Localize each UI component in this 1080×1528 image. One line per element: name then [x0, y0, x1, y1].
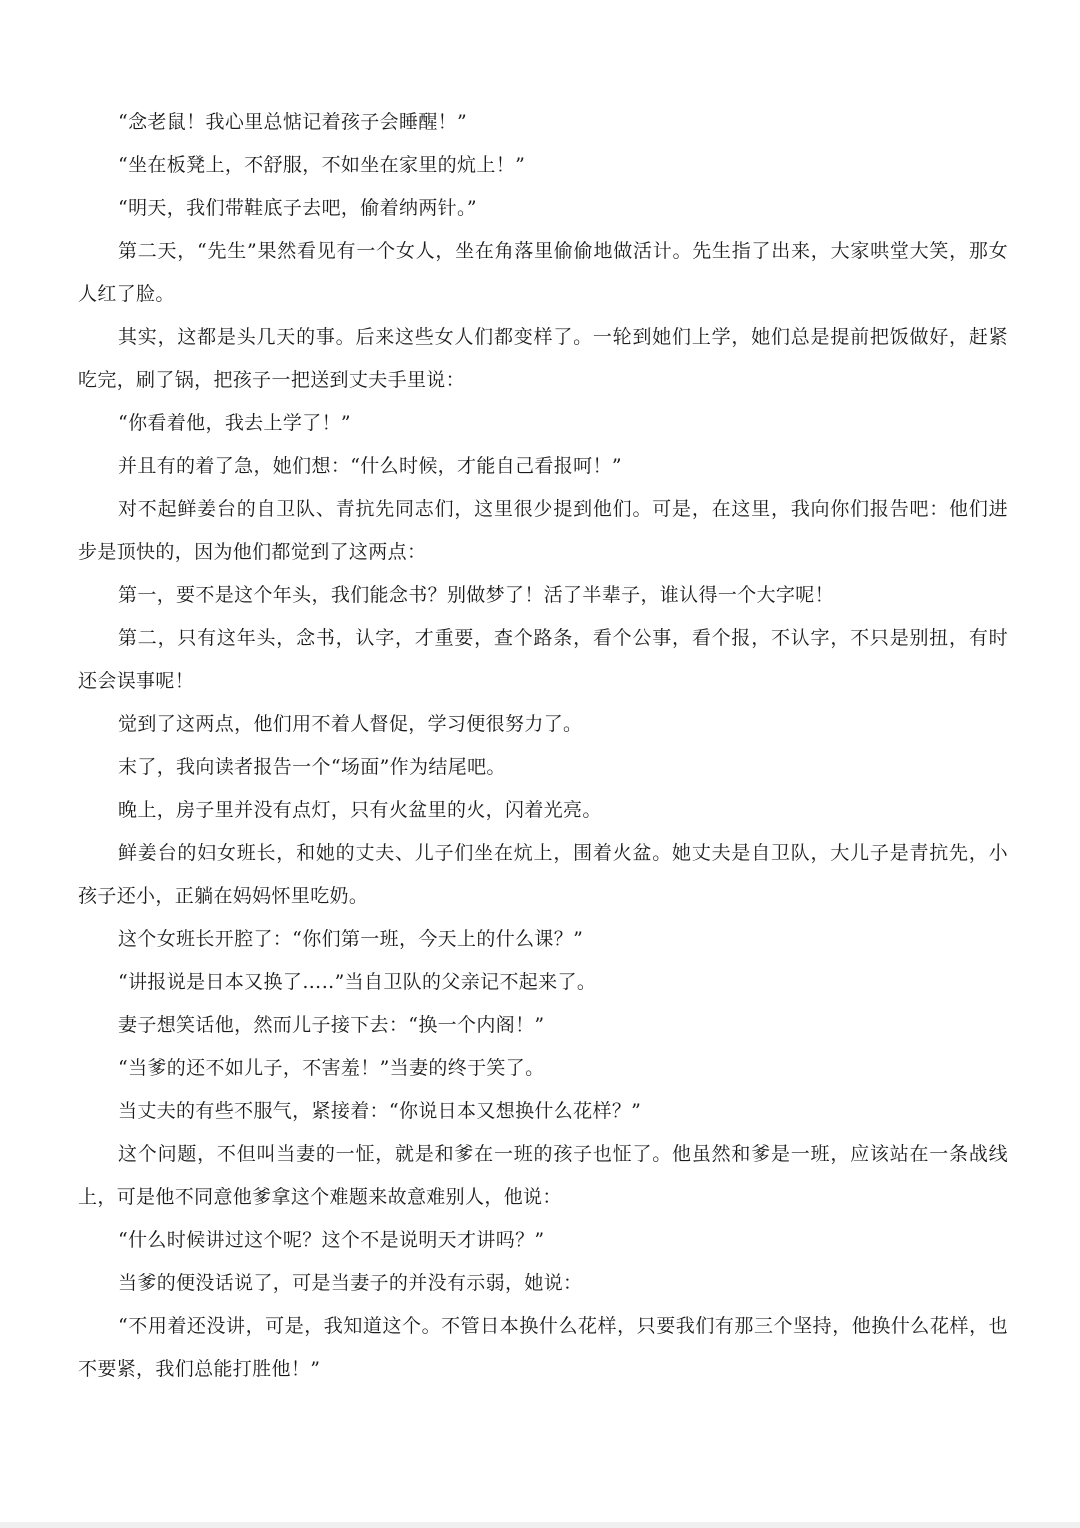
paragraph: 当丈夫的有些不服气，紧接着：“你说日本又想换什么花样？”	[118, 1100, 642, 1122]
paragraph: 妻子想笑话他，然而儿子接下去：“换一个内阁！”	[118, 1014, 545, 1036]
paragraph: 觉到了这两点，他们用不着人督促，学习便很努力了。	[118, 713, 583, 735]
paragraph: 对不起鲜姜台的自卫队、青抗先同志们，这里很少提到他们。可是，在这里，我向你们报告吧：他们进步是顶快的，因为他们都觉到了这两点：	[78, 498, 1008, 563]
paragraph: 第一，要不是这个年头，我们能念书？别做梦了！活了半辈子，谁认得一个大字呢！	[118, 584, 834, 606]
paragraph: “当爹的还不如儿子，不害羞！”当妻的终于笑了。	[118, 1057, 545, 1079]
paragraph: 晚上，房子里并没有点灯，只有火盆里的火，闪着光亮。	[118, 799, 602, 821]
paragraph: “你看着他，我去上学了！”	[118, 412, 351, 434]
paragraph: 鲜姜台的妇女班长，和她的丈夫、儿子们坐在炕上，围着火盆。她丈夫是自卫队，大儿子是青抗先，小孩子还小，正躺在妈妈怀里吃奶。	[78, 842, 1008, 907]
page-bottom-edge	[0, 1522, 1080, 1528]
paragraph: 第二天，“先生”果然看见有一个女人，坐在角落里偷偷地做活计。先生指了出来，大家哄堂大笑，那女人红了脸。	[78, 240, 1008, 305]
paragraph: “明天，我们带鞋底子去吧，偷着纳两针。”	[118, 197, 477, 219]
paragraph: 第二，只有这年头，念书，认字，才重要，查个路条，看个公事，看个报，不认字，不只是别扭，有时还会误事呢！	[78, 627, 1008, 692]
paragraph: “什么时候讲过这个呢？这个不是说明天才讲吗？”	[118, 1229, 545, 1251]
document-page	[78, 101, 1008, 1391]
paragraph: 这个女班长开腔了：“你们第一班，今天上的什么课？”	[118, 928, 584, 950]
paragraph: 这个问题，不但叫当妻的一怔，就是和爹在一班的孩子也怔了。他虽然和爹是一班，应该站在一条战线上，可是他不同意他爹拿这个难题来故意难别人，他说：	[78, 1143, 1008, 1208]
paragraph: “坐在板凳上，不舒服，不如坐在家里的炕上！”	[118, 154, 526, 176]
paragraph: “讲报说是日本又换了…‥”当自卫队的父亲记不起来了。	[118, 971, 597, 993]
paragraph: “不用着还没讲，可是，我知道这个。不管日本换什么花样，只要我们有那三个坚持，他换什么花样，也不要紧，我们总能打胜他！”	[78, 1315, 1008, 1380]
paragraph: 其实，这都是头几天的事。后来这些女人们都变样了。一轮到她们上学，她们总是提前把饭做好，赶紧吃完，刷了锅，把孩子一把送到丈夫手里说：	[78, 326, 1008, 391]
paragraph: “念老鼠！我心里总惦记着孩子会睡醒！”	[118, 111, 468, 133]
paragraph: 末了，我向读者报告一个“场面”作为结尾吧。	[118, 756, 506, 778]
paragraph: 并且有的着了急，她们想：“什么时候，才能自己看报呵！”	[118, 455, 622, 477]
paragraph: 当爹的便没话说了，可是当妻子的并没有示弱，她说：	[118, 1272, 583, 1294]
